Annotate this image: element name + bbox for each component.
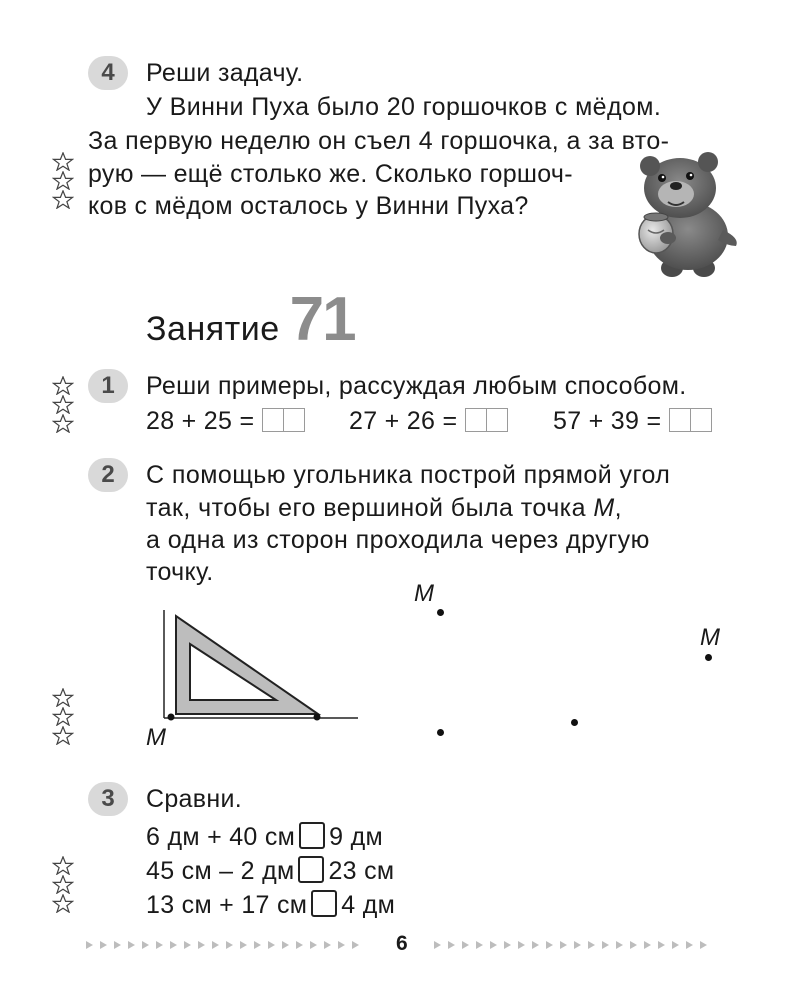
star-outline-icon xyxy=(52,707,74,726)
task-1-example-2 xyxy=(349,406,508,437)
arrow-right-icon xyxy=(546,941,553,949)
arrow-right-icon xyxy=(532,941,539,949)
arrow-right-icon xyxy=(352,941,359,949)
arrow-right-icon xyxy=(226,941,233,949)
star-outline-icon xyxy=(52,190,74,209)
point-dot xyxy=(437,729,444,736)
task-4-badge: 4 xyxy=(88,56,128,90)
answer-cell[interactable] xyxy=(487,408,508,432)
task-3-instruction: Сравни. xyxy=(146,785,242,813)
point-letter: M xyxy=(593,494,615,522)
task-4-line-5: ков с мёдом осталось у Винни Пуха? xyxy=(88,192,529,220)
task-4-line-4: рую — ещё столько же. Сколько горшоч- xyxy=(88,160,573,188)
comparison-box[interactable] xyxy=(311,890,337,917)
star-outline-icon xyxy=(52,856,74,875)
task-3-badge: 3 xyxy=(88,782,128,816)
arrow-right-icon xyxy=(156,941,163,949)
arrow-right-icon xyxy=(602,941,609,949)
task-2-line-3: а одна из сторон проходила через другую xyxy=(146,526,650,554)
arrow-right-icon xyxy=(212,941,219,949)
task-1-instruction: Реши примеры, рассуждая любым способом. xyxy=(146,372,687,400)
arrow-right-icon xyxy=(296,941,303,949)
task-3-row-1 xyxy=(146,822,383,853)
lesson-title xyxy=(146,284,355,355)
arrow-right-icon xyxy=(574,941,581,949)
example-expression: 28 + 25 = xyxy=(146,407,255,435)
task-2-line-2 xyxy=(146,493,622,524)
star-outline-icon xyxy=(52,376,74,395)
arrow-right-icon xyxy=(268,941,275,949)
arrow-right-icon xyxy=(254,941,261,949)
lesson-title-word: Занятие xyxy=(146,310,280,348)
lesson-number: 71 xyxy=(289,285,355,354)
example-expression: 57 + 39 = xyxy=(553,407,662,435)
arrow-right-icon xyxy=(142,941,149,949)
footer-arrows-right xyxy=(434,938,707,952)
arrow-right-icon xyxy=(616,941,623,949)
arrow-right-icon xyxy=(170,941,177,949)
arrow-right-icon xyxy=(462,941,469,949)
comparison-box[interactable] xyxy=(299,822,325,849)
comma: , xyxy=(614,494,623,522)
arrow-right-icon xyxy=(338,941,345,949)
task-2-line-2-text: так, чтобы его вершиной была точка xyxy=(146,494,586,522)
answer-cell[interactable] xyxy=(284,408,305,432)
point-m-label: M xyxy=(414,580,434,607)
page-number: 6 xyxy=(396,932,408,955)
star-outline-icon xyxy=(52,894,74,913)
comparison-box[interactable] xyxy=(298,856,324,883)
arrow-right-icon xyxy=(434,941,441,949)
arrow-right-icon xyxy=(504,941,511,949)
task-4-line-1: Реши задачу. xyxy=(146,59,304,87)
arrow-right-icon xyxy=(476,941,483,949)
star-outline-icon xyxy=(52,875,74,894)
arrow-right-icon xyxy=(490,941,497,949)
star-outline-icon xyxy=(52,152,74,171)
difficulty-stars-task-3 xyxy=(52,856,76,913)
point-m-label: M xyxy=(146,724,166,751)
comparison-left: 45 см – 2 дм xyxy=(146,857,295,885)
star-outline-icon xyxy=(52,171,74,190)
arrow-right-icon xyxy=(672,941,679,949)
arrow-right-icon xyxy=(282,941,289,949)
difficulty-stars-task-1 xyxy=(52,376,76,433)
arrow-right-icon xyxy=(184,941,191,949)
comparison-right: 9 дм xyxy=(329,823,383,851)
arrow-right-icon xyxy=(588,941,595,949)
star-outline-icon xyxy=(52,414,74,433)
arrow-right-icon xyxy=(560,941,567,949)
comparison-left: 6 дм + 40 см xyxy=(146,823,296,851)
winnie-the-pooh-with-honey-pot-illustration xyxy=(628,150,744,280)
arrow-right-icon xyxy=(518,941,525,949)
arrow-right-icon xyxy=(86,941,93,949)
arrow-right-icon xyxy=(644,941,651,949)
point-m-dot xyxy=(705,654,712,661)
task-3-row-2 xyxy=(146,856,394,887)
arrow-right-icon xyxy=(324,941,331,949)
task-2-line-1: С помощью угольника построй прямой угол xyxy=(146,461,671,489)
arrow-right-icon xyxy=(448,941,455,949)
point-dot xyxy=(571,719,578,726)
task-4-line-3: За первую неделю он съел 4 горшочка, а за вто- xyxy=(88,127,670,155)
difficulty-stars-task-2 xyxy=(52,688,76,745)
footer-arrows-left xyxy=(86,938,359,952)
answer-cell[interactable] xyxy=(691,408,712,432)
example-expression: 27 + 26 = xyxy=(349,407,458,435)
point-m-dot xyxy=(437,609,444,616)
task-3-row-3 xyxy=(146,890,395,921)
set-square-drawing xyxy=(150,610,365,730)
star-outline-icon xyxy=(52,688,74,707)
arrow-right-icon xyxy=(240,941,247,949)
answer-cell[interactable] xyxy=(262,408,284,432)
arrow-right-icon xyxy=(128,941,135,949)
arrow-right-icon xyxy=(630,941,637,949)
star-outline-icon xyxy=(52,395,74,414)
task-1-example-1 xyxy=(146,406,305,437)
comparison-left: 13 см + 17 см xyxy=(146,891,308,919)
point-m-label: M xyxy=(700,624,720,651)
task-1-example-3 xyxy=(553,406,712,437)
task-4-line-2: У Винни Пуха было 20 горшочков с мёдом. xyxy=(146,93,662,121)
arrow-right-icon xyxy=(198,941,205,949)
comparison-right: 23 см xyxy=(328,857,395,885)
comparison-right: 4 дм xyxy=(341,891,396,919)
task-1-badge: 1 xyxy=(88,369,128,403)
answer-cell[interactable] xyxy=(465,408,487,432)
task-2-badge: 2 xyxy=(88,458,128,492)
arrow-right-icon xyxy=(310,941,317,949)
arrow-right-icon xyxy=(100,941,107,949)
arrow-right-icon xyxy=(114,941,121,949)
star-outline-icon xyxy=(52,726,74,745)
arrow-right-icon xyxy=(658,941,665,949)
task-2-line-4: точку. xyxy=(146,558,214,586)
difficulty-stars-task-4 xyxy=(52,152,76,209)
answer-cell[interactable] xyxy=(669,408,691,432)
arrow-right-icon xyxy=(686,941,693,949)
arrow-right-icon xyxy=(700,941,707,949)
